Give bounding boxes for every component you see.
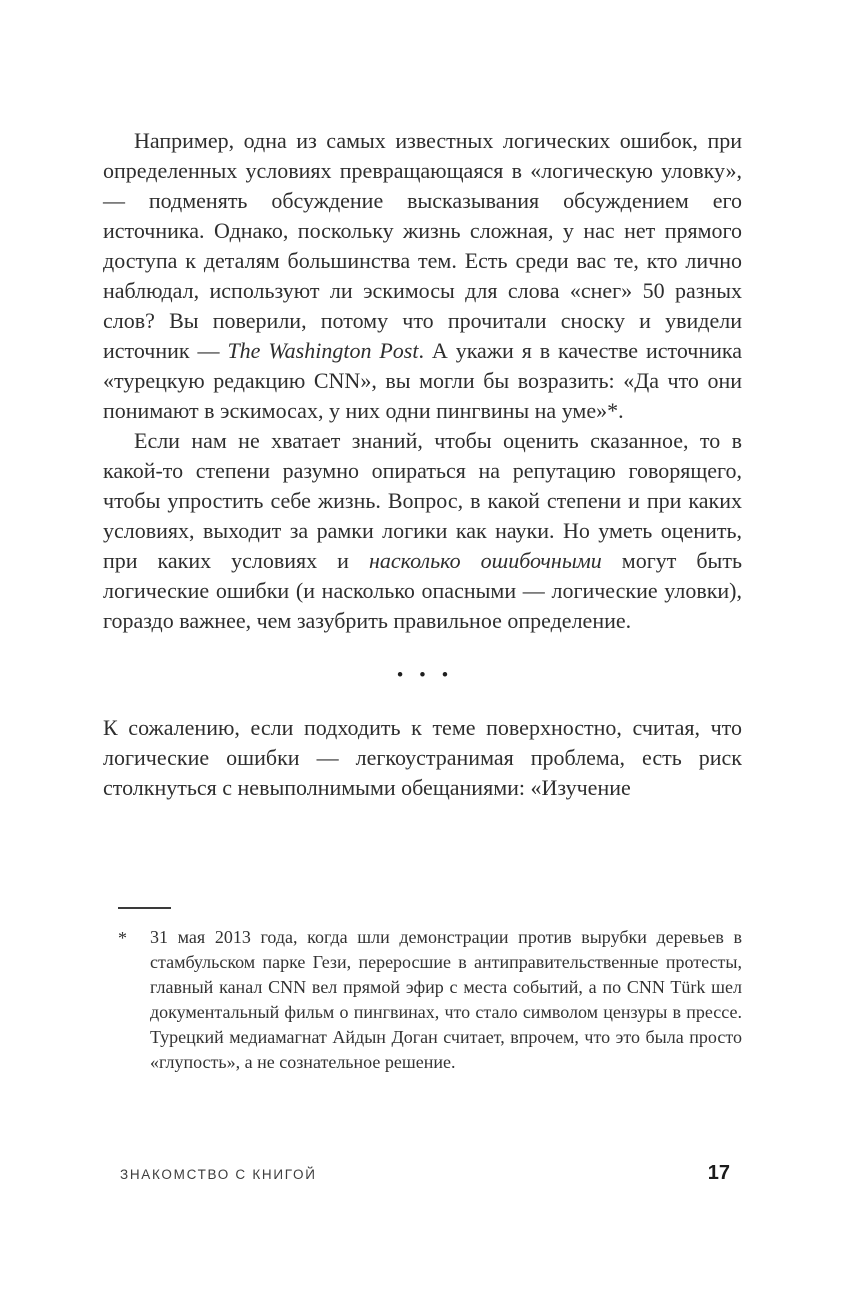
paragraph — [103, 126, 742, 426]
section-separator: • • • — [396, 665, 449, 686]
page-footer — [120, 1162, 730, 1185]
body-text — [103, 126, 742, 803]
footnote-marker: * — [118, 928, 127, 948]
running-title: ЗНАКОМСТВО С КНИГОЙ — [120, 1167, 317, 1182]
paragraphs — [103, 126, 742, 803]
paragraph — [103, 713, 742, 803]
footnote-row — [118, 925, 742, 1075]
text-run: могут быть логические ошибки (и насколько опасными — логические уловки), гораздо важнее, чем зазубрить правильное определение. — [103, 548, 742, 633]
text-run: Если нам не хватает знаний, чтобы оценить сказанное, то в какой-то степени разумно опираться на репутацию говорящего, чтобы упростить себе жизнь. Вопрос, в какой степени и при каких условиях, выходит за рамки логики как науки. Но уметь оценить, при каких условиях и — [103, 428, 742, 573]
paragraph — [103, 426, 742, 636]
text-run: К сожалению, если подходить к теме поверхностно, считая, что логические ошибки — легкоустранимая проблема, есть риск столкнуться с невыполнимыми обещаниями: «Изучение — [103, 715, 742, 800]
footnote — [118, 907, 742, 1075]
text-run: Например, одна из самых известных логических ошибок, при определенных условиях превращающаяся в «логическую уловку», — подменять обсуждение высказывания обсуждением его источника. Однако, поскольку жизнь сложная, у нас нет прямого доступа к деталям большинства тем. Есть среди вас те, кто лично наблюдал, используют ли эскимосы для слова «снег» 50 разных слов? Вы поверили, потому что прочитали сноску и увидели источник — — [103, 128, 742, 363]
footnote-divider — [118, 907, 171, 909]
italic-text: The Washington Post — [227, 338, 419, 363]
italic-text: насколько ошибочными — [368, 548, 602, 573]
footnote-text: 31 мая 2013 года, когда шли демонстрации против вырубки деревьев в стамбульском парке Гези, переросшие в антиправительственные протесты, главный канал CNN вел прямой эфир с места событий, а по CNN Türk шел документальный фильм о пингвинах, что стало символом цензуры в прессе. Турецкий медиамагнат Айдын Доган считает, впрочем, что это была просто «глупость», а не сознательное решение. — [150, 927, 742, 1072]
text-run: . А укажи я в качестве источника «турецкую редакцию CNN», вы могли бы возразить: «Да что они понимают в эскимосах, у них одни пингвины на уме»*. — [103, 338, 743, 423]
page-number: 17 — [707, 1162, 730, 1184]
